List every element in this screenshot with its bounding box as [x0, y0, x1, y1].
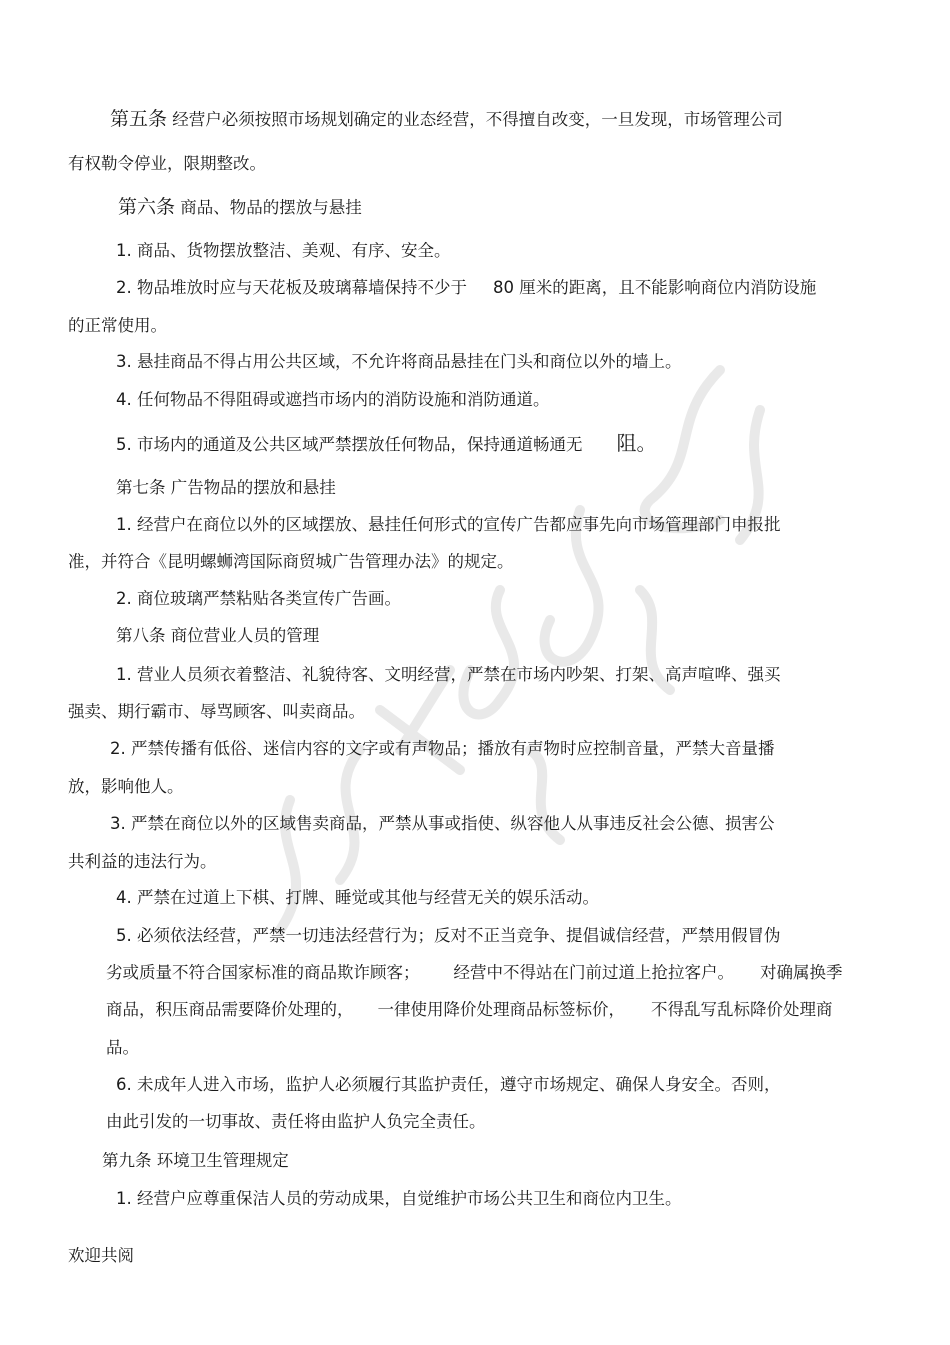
article-8-item-1-cont: 强卖、期行霸市、辱骂顾客、叫卖商品。: [68, 702, 365, 721]
item-5-cont-2-b: 一律使用降价处理商品标签标价，: [377, 1000, 625, 1019]
article-6-item-2: [116, 277, 816, 299]
article-5-line-1: [110, 108, 783, 131]
article-8-item-3-cont: 共利益的违法行为。: [68, 852, 217, 871]
article-9-heading: 第九条 环境卫生管理规定: [102, 1151, 289, 1170]
article-5-text: 经营户必须按照市场规划确定的业态经营，不得擅自改变，一旦发现，市场管理公司: [167, 110, 783, 129]
item-5-cont-1-b: 经营中不得站在门前过道上抢拉客户。: [453, 963, 734, 982]
article-6-item-1: 1. 商品、货物摆放整洁、美观、有序、安全。: [116, 241, 451, 260]
item-5-cont-2-c: 不得乱写乱标降价处理商: [651, 1000, 833, 1019]
article-6-line: [118, 196, 362, 219]
article-6-item-5: [116, 432, 657, 456]
article-8-item-5-cont-1: [106, 962, 843, 984]
footer-text: 欢迎共阅: [68, 1246, 134, 1265]
article-6-item-4: 4. 任何物品不得阻碍或遮挡市场内的消防设施和消防通道。: [116, 390, 550, 409]
article-6-item-2-cont: 的正常使用。: [68, 316, 167, 335]
article-5-heading: 第五条: [110, 108, 168, 130]
article-8-item-4: 4. 严禁在过道上下棋、打牌、睡觉或其他与经营无关的娱乐活动。: [116, 888, 599, 907]
article-8-item-6-cont: 由此引发的一切事故、责任将由监护人负完全责任。: [106, 1112, 486, 1131]
article-9-item-1: 1. 经营户应尊重保洁人员的劳动成果，自觉维护市场公共卫生和商位内卫生。: [116, 1189, 682, 1208]
article-6-title: 商品、物品的摆放与悬挂: [175, 198, 362, 217]
article-8-item-5-cont-3: 品。: [106, 1038, 139, 1057]
article-8-item-3: 3. 严禁在商位以外的区域售卖商品，严禁从事或指使、纵容他人从事违反社会公德、损害公: [110, 814, 775, 833]
article-8-heading: 第八条 商位营业人员的管理: [116, 626, 320, 645]
article-8-item-2-cont: 放，影响他人。: [68, 777, 184, 796]
article-6-item-5-b: 阻。: [616, 431, 657, 455]
item-5-cont-2-a: 商品，积压商品需要降价处理的，: [106, 1000, 354, 1019]
article-7-item-2: 2. 商位玻璃严禁粘贴各类宣传广告画。: [116, 589, 401, 608]
article-7-heading: 第七条 广告物品的摆放和悬挂: [116, 478, 336, 497]
article-7-item-1-cont: 准，并符合《昆明螺蛳湾国际商贸城广告管理办法》的规定。: [68, 552, 514, 571]
article-7-item-1: 1. 经营户在商位以外的区域摆放、悬挂任何形式的宣传广告都应事先向市场管理部门申报批: [116, 515, 781, 534]
article-8-item-2: 2. 严禁传播有低俗、迷信内容的文字或有声物品；播放有声物时应控制音量，严禁大音量播: [110, 739, 775, 758]
article-6-item-2-b: 80 厘米的距离，且不能影响商位内消防设施: [493, 278, 817, 297]
article-8-item-5: 5. 必须依法经营，严禁一切违法经营行为；反对不正当竞争、提倡诚信经营，严禁用假冒伪: [116, 926, 781, 945]
article-6-heading: 第六条: [118, 196, 176, 218]
article-8-item-6: 6. 未成年人进入市场，监护人必须履行其监护责任，遵守市场规定、确保人身安全。否则，: [116, 1075, 781, 1094]
item-5-cont-1-a: 劣或质量不符合国家标准的商品欺诈顾客；: [106, 963, 420, 982]
article-6-item-3: 3. 悬挂商品不得占用公共区域，不允许将商品悬挂在门头和商位以外的墙上。: [116, 352, 682, 371]
article-6-item-2-a: 2. 物品堆放时应与天花板及玻璃幕墙保持不少于: [116, 278, 467, 297]
article-6-item-5-a: 5. 市场内的通道及公共区域严禁摆放任何物品，保持通道畅通无: [116, 435, 583, 454]
item-5-cont-1-c: 对确属换季: [760, 963, 843, 982]
article-8-item-1: 1. 营业人员须衣着整洁、礼貌待客、文明经营，严禁在市场内吵架、打架、高声喧哗、强买: [116, 665, 781, 684]
article-8-item-5-cont-2: [106, 999, 833, 1021]
article-5-line-2: 有权勒令停业，限期整改。: [68, 154, 266, 173]
